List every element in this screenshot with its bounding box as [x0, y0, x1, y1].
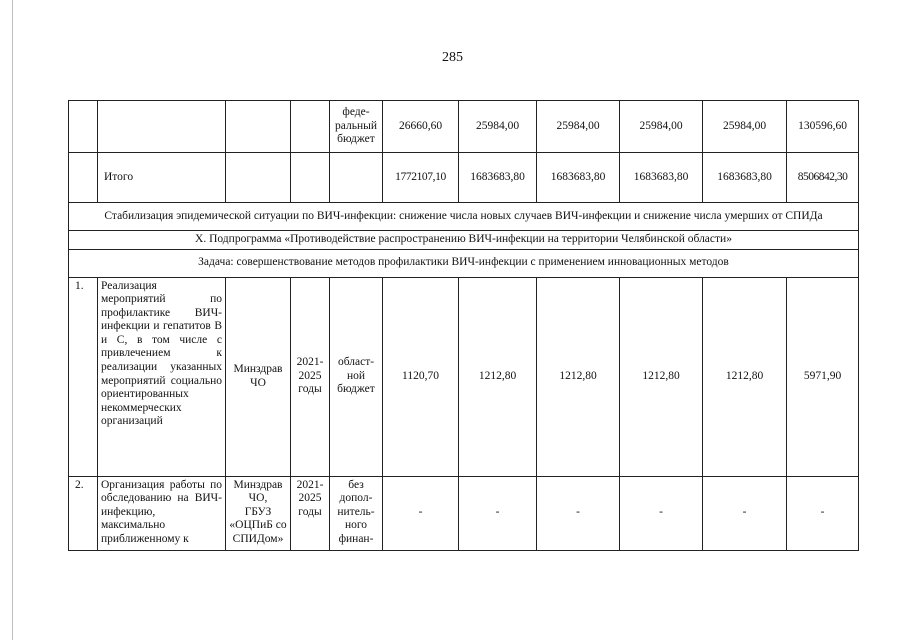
value-cell: 25984,00	[459, 101, 537, 153]
value-cell: -	[383, 476, 459, 550]
page-number: 285	[442, 50, 463, 65]
value-cell: -	[537, 476, 620, 550]
value-cell: 1212,80	[703, 277, 787, 476]
activity-number: 1.	[69, 277, 98, 476]
cell-empty	[226, 101, 291, 153]
table-row-total	[69, 153, 859, 203]
value-cell-total: 5971,90	[787, 277, 859, 476]
task-text: Задача: совершенствование методов профилактики ВИЧ-инфекции с применением инновационных методов	[69, 249, 859, 277]
funding-source-cell: феде- ральный бюджет	[330, 101, 383, 153]
activity-period: 2021- 2025 годы	[291, 277, 330, 476]
value-cell: 1212,80	[620, 277, 703, 476]
activity-name: Реализация мероприятий по профилактике ВИЧ-инфекции и гепатитов В и С, в том числе с привлечением к реализации указанных мероприятий социально ориентированных некоммерческих организаций	[98, 277, 226, 476]
value-cell: 1772107,10	[383, 153, 459, 203]
budget-table	[68, 100, 859, 551]
value-cell: 1683683,80	[620, 153, 703, 203]
value-cell-total: 8506842,30	[787, 153, 859, 203]
value-cell: 1683683,80	[537, 153, 620, 203]
value-cell: 1683683,80	[459, 153, 537, 203]
activity-executor: Минздрав ЧО	[226, 277, 291, 476]
value-cell: -	[459, 476, 537, 550]
table-row-activity	[69, 476, 859, 550]
total-label: Итого	[98, 153, 226, 203]
value-cell: 26660,60	[383, 101, 459, 153]
activity-name: Организация работы по обследованию на ВИЧ-инфекцию, максимально приближенному к	[98, 476, 226, 550]
cell-empty	[291, 153, 330, 203]
activity-executor: Минздрав ЧО, ГБУЗ «ОЦПиБ со СПИДом»	[226, 476, 291, 550]
value-cell: 1212,80	[537, 277, 620, 476]
scan-edge-line	[12, 0, 13, 640]
cell-empty	[291, 101, 330, 153]
value-cell: 1212,80	[459, 277, 537, 476]
cell-empty	[69, 101, 98, 153]
value-cell: -	[703, 476, 787, 550]
value-cell-total: -	[787, 476, 859, 550]
cell-empty	[69, 153, 98, 203]
value-cell: 25984,00	[620, 101, 703, 153]
activity-period: 2021- 2025 годы	[291, 476, 330, 550]
cell-empty	[98, 101, 226, 153]
value-cell: -	[620, 476, 703, 550]
activity-number: 2.	[69, 476, 98, 550]
value-cell: 25984,00	[537, 101, 620, 153]
value-cell: 1120,70	[383, 277, 459, 476]
table-row-subprogram	[69, 231, 859, 250]
value-cell: 25984,00	[703, 101, 787, 153]
subprogram-title: X. Подпрограмма «Противодействие распространению ВИЧ-инфекции на территории Челябинской области»	[69, 231, 859, 250]
table-row-federal-budget	[69, 101, 859, 153]
cell-empty	[226, 153, 291, 203]
table-row-goal	[69, 203, 859, 231]
table-row-activity	[69, 277, 859, 476]
value-cell-total: 130596,60	[787, 101, 859, 153]
funding-source-cell: без допол- нитель- ного финан-	[330, 476, 383, 550]
funding-source-cell: област- ной бюджет	[330, 277, 383, 476]
table-row-task	[69, 249, 859, 277]
goal-text: Стабилизация эпидемической ситуации по ВИЧ-инфекции: снижение числа новых случаев ВИЧ-инфекции и снижение числа умерших от СПИДа	[69, 203, 859, 231]
cell-empty	[330, 153, 383, 203]
value-cell: 1683683,80	[703, 153, 787, 203]
